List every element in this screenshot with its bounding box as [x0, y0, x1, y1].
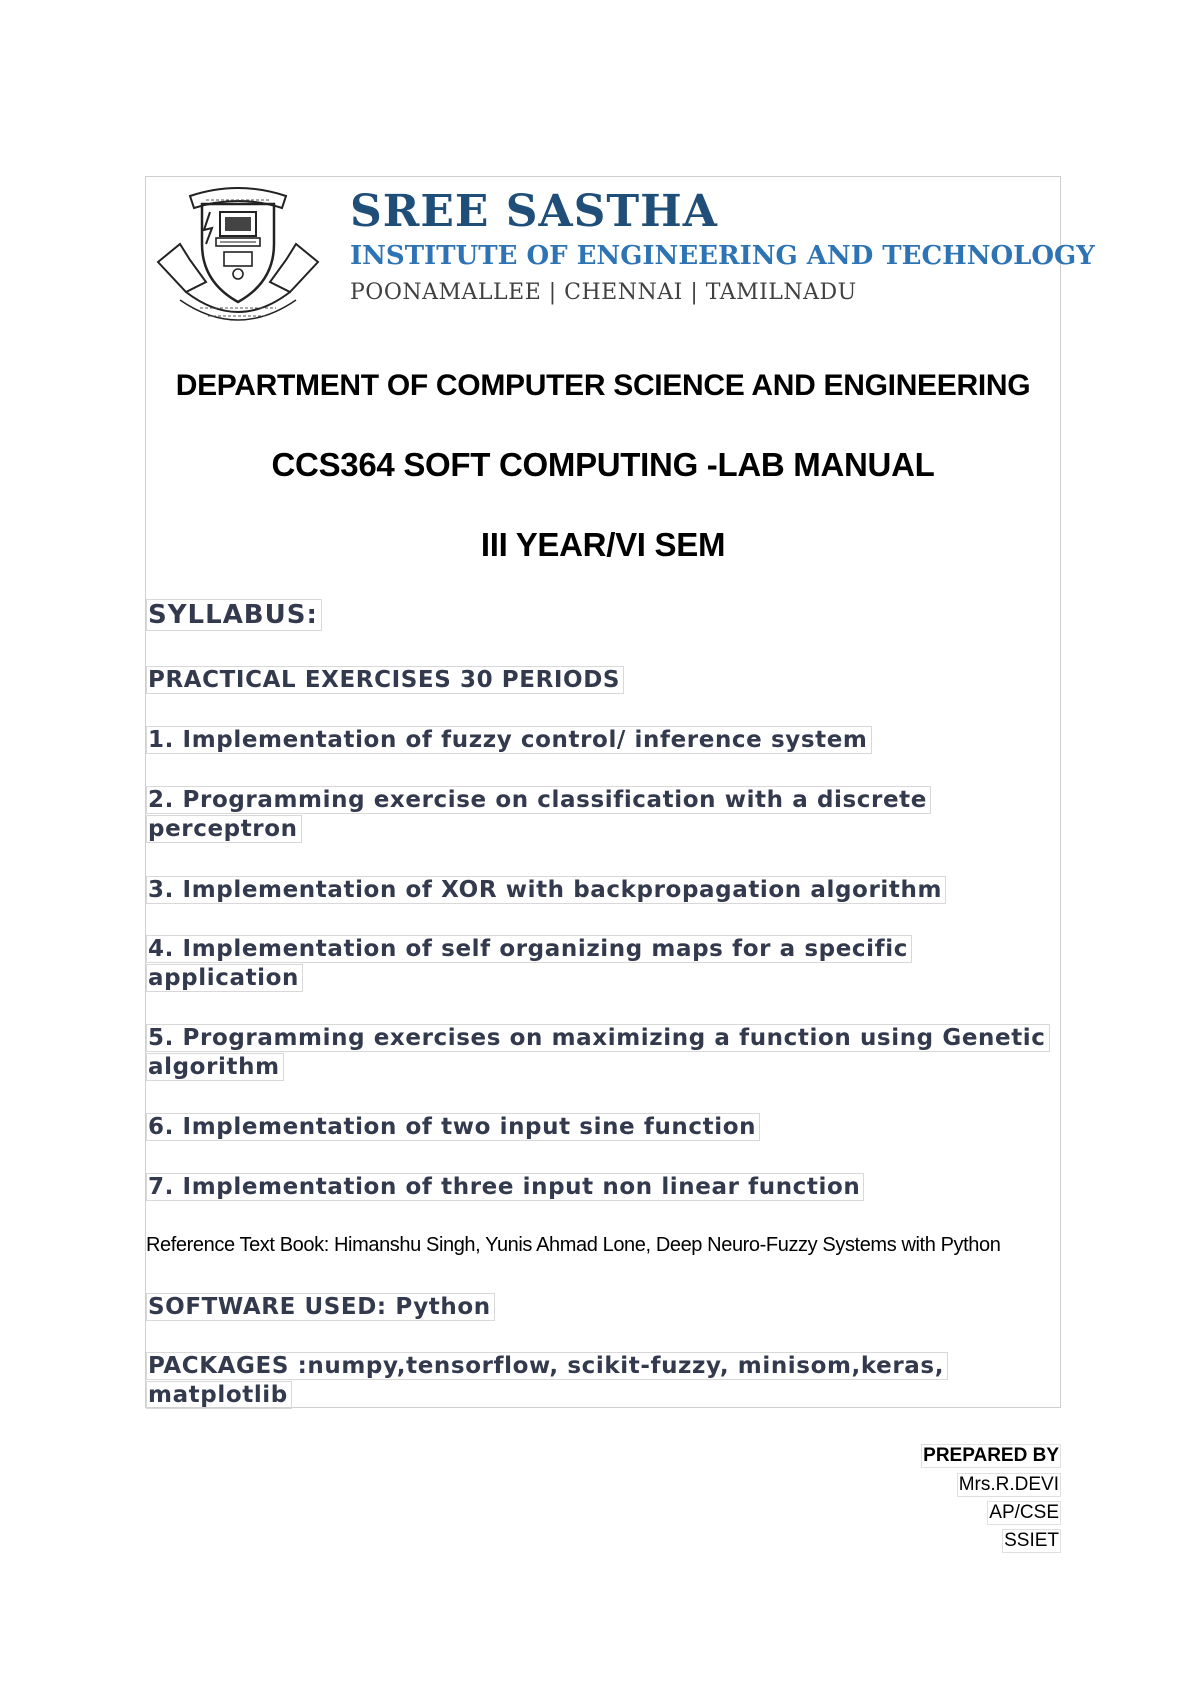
- practical-heading: PRACTICAL EXERCISES 30 PERIODS: [146, 666, 624, 695]
- syllabus-heading: SYLLABUS:: [146, 601, 322, 630]
- year-semester: III YEAR/VI SEM: [480, 526, 726, 563]
- college-emblem-icon: [150, 182, 326, 332]
- exercise-item: 7. Implementation of three input non linear function: [146, 1173, 1026, 1202]
- department-title: DEPARTMENT OF COMPUTER SCIENCE AND ENGINEERING: [175, 369, 1031, 402]
- software-used: SOFTWARE USED: Python: [146, 1293, 495, 1322]
- preparer-designation: AP/CSE: [989, 1502, 1059, 1523]
- reference-text-book: Reference Text Book: Himanshu Singh, Yunis Ahmad Lone, Deep Neuro-Fuzzy Systems with Python: [146, 1234, 1001, 1256]
- course-title: CCS364 SOFT COMPUTING -LAB MANUAL: [271, 446, 935, 483]
- preparer-institute: SSIET: [1004, 1530, 1059, 1551]
- exercise-item: 4. Implementation of self organizing maps for a specific application: [146, 935, 926, 993]
- institution-location: POONAMALLEE | CHENNAI | TAMILNADU: [350, 280, 857, 305]
- exercise-item: 5. Programming exercises on maximizing a function using Genetic algorithm: [146, 1024, 1056, 1082]
- prepared-by-label: PREPARED BY: [923, 1445, 1059, 1466]
- preparer-name: Mrs.R.DEVI: [958, 1474, 1059, 1495]
- exercise-item: 1. Implementation of fuzzy control/ inference system: [146, 726, 1006, 755]
- packages-list: PACKAGES :numpy,tensorflow, scikit-fuzzy, minisom,keras, matplotlib: [146, 1352, 976, 1410]
- institution-subtitle: INSTITUTE OF ENGINEERING AND TECHNOLOGY: [350, 241, 1095, 271]
- exercise-item: 2. Programming exercise on classification with a discrete perceptron: [146, 786, 936, 844]
- exercise-item: 6. Implementation of two input sine function: [146, 1113, 1026, 1142]
- exercise-item: 3. Implementation of XOR with backpropagation algorithm: [146, 876, 1026, 905]
- institution-name: SREE SASTHA: [350, 186, 718, 237]
